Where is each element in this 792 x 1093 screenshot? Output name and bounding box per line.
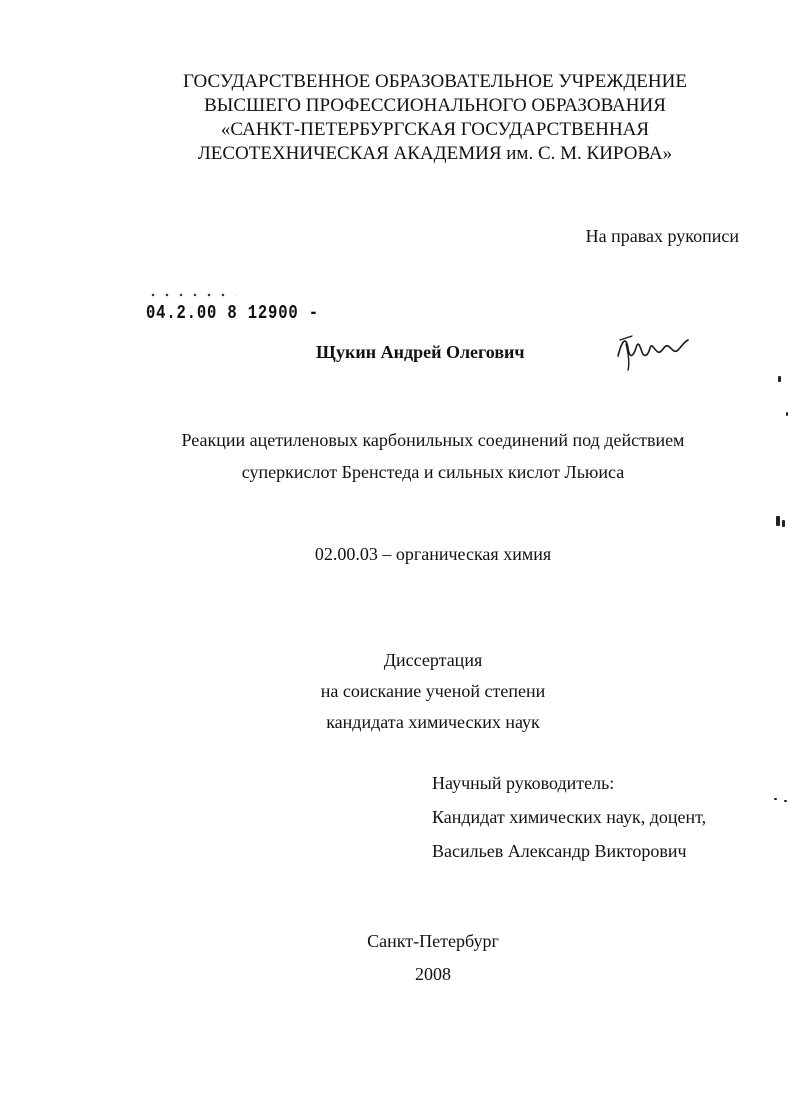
degree-line-3: кандидата химических наук [326, 712, 540, 732]
title-line-1: Реакции ацетиленовых карбонильных соединений под действием [181, 430, 685, 450]
header-line-4: ЛЕСОТЕХНИЧЕСКАЯ АКАДЕМИЯ им. С. М. КИРОВА» [197, 143, 673, 164]
scan-speck [778, 376, 781, 382]
supervisor-line-3: Васильев Александр Викторович [432, 841, 687, 861]
scan-speck [786, 412, 788, 416]
year: 2008 [415, 964, 451, 984]
scan-speck [774, 798, 777, 800]
header-line-3: «САНКТ-ПЕТЕРБУРГСКАЯ ГОСУДАРСТВЕННАЯ [220, 119, 650, 140]
city: Санкт-Петербург [367, 931, 499, 951]
supervisor-line-2: Кандидат химических наук, доцент, [432, 807, 707, 827]
header-line-2: ВЫСШЕГО ПРОФЕССИОНАЛЬНОГО ОБРАЗОВАНИЯ [204, 95, 666, 116]
scan-speck [782, 520, 785, 527]
city-year-block [232, 925, 634, 991]
specialty: 02.00.03 – органическая химия [314, 544, 552, 564]
author-name: Щукин Андрей Олегович [316, 342, 525, 362]
degree-line-2: на соискание ученой степени [320, 681, 546, 701]
dissertation-title [160, 424, 706, 488]
scan-speck [776, 516, 780, 526]
scan-speck [784, 800, 787, 802]
dissertation-degree [232, 645, 634, 738]
stamp-dots [146, 292, 236, 298]
signature-icon [612, 326, 696, 374]
institution-header [140, 70, 730, 166]
supervisor-line-1: Научный руководитель: [432, 773, 615, 793]
title-line-2: суперкислот Бренстеда и сильных кислот Льюиса [241, 462, 625, 482]
rights-note: На правах рукописи [585, 226, 739, 246]
supervisor-block [432, 766, 706, 868]
stamp-code: 04.2.00 8 12900 - [146, 302, 319, 324]
degree-line-1: Диссертация [383, 650, 483, 670]
header-line-1: ГОСУДАРСТВЕННОЕ ОБРАЗОВАТЕЛЬНОЕ УЧРЕЖДЕНИЕ [183, 71, 687, 92]
